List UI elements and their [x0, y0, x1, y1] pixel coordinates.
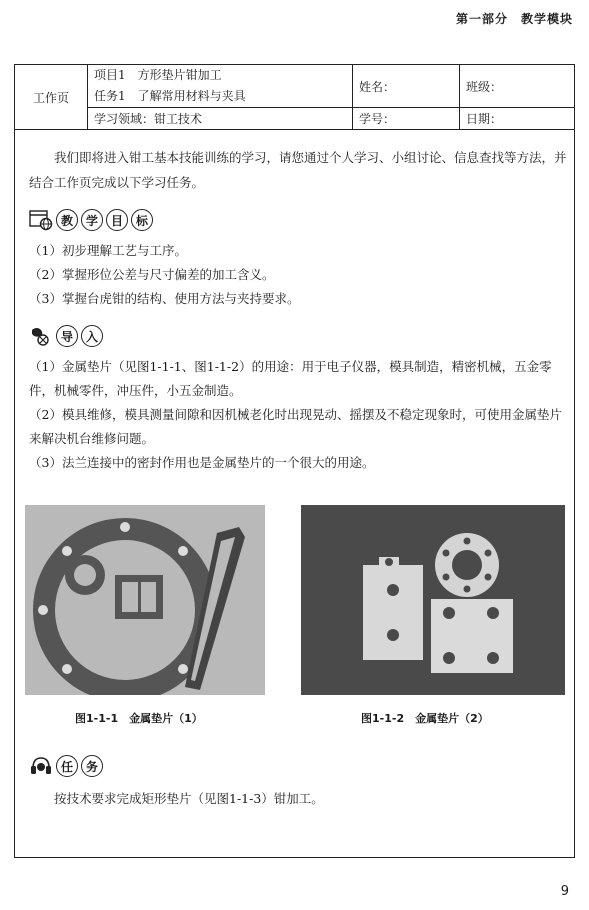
project-title: 项目1 方形垫片钳加工 [94, 68, 222, 82]
date-label: 日期： [460, 108, 575, 130]
task-section [29, 753, 567, 811]
worksheet-frame [14, 64, 575, 858]
heading-char: 目 [106, 209, 128, 231]
figure-caption-2: 图1-1-2 金属垫片（2） [361, 712, 489, 725]
figures-area [25, 505, 565, 745]
student-id-label: 学号： [353, 108, 460, 130]
running-head: 第一部分 教学模块 [455, 12, 573, 26]
introduction-heading [29, 323, 567, 349]
heading-char: 标 [131, 209, 153, 231]
task-heading [29, 753, 567, 779]
guide-figure-icon [29, 325, 53, 347]
headset-icon [29, 755, 53, 777]
task-text: 按技术要求完成矩形垫片（见图1-1-3）钳加工。 [54, 791, 324, 806]
info-table [14, 64, 575, 130]
list-item: （1）初步理解工艺与工序。 [29, 243, 187, 258]
heading-char: 学 [81, 209, 103, 231]
worksheet-content [29, 145, 567, 475]
objectives-list [29, 239, 567, 311]
page-number: 9 [560, 884, 569, 899]
heading-char: 导 [56, 325, 78, 347]
heading-char: 教 [56, 209, 78, 231]
list-item: （2）掌握形位公差与尺寸偏差的加工含义。 [29, 267, 275, 282]
gasket-photo-1 [25, 505, 265, 695]
list-item: （1）金属垫片（见图1-1-1、图1-1-2）的用途：用于电子仪器，模具制造，精密机械，五金零件，机械零件，冲压件，小五金制造。 [29, 359, 552, 398]
heading-char: 任 [56, 755, 78, 777]
worksheet-label: 工作页 [15, 65, 88, 130]
list-item: （3）法兰连接中的密封作用也是金属垫片的一个很大的用途。 [29, 455, 375, 470]
list-item: （2）模具维修，模具测量间隙和因机械老化时出现晃动、摇摆及不稳定现象时，可使用金属垫片来解决机台维修问题。 [29, 407, 562, 446]
heading-char: 务 [81, 755, 103, 777]
class-label: 班级： [460, 65, 575, 108]
gasket-photo-2 [301, 505, 565, 695]
figure-caption-1: 图1-1-1 金属垫片（1） [75, 712, 203, 725]
task-title: 任务1 了解常用材料与夹具 [94, 89, 246, 103]
intro-paragraph: 我们即将进入钳工基本技能训练的学习，请您通过个人学习、小组讨论、信息查找等方法，并结合工作页完成以下学习任务。 [29, 150, 567, 190]
objectives-heading [29, 207, 567, 233]
web-globe-icon [29, 209, 53, 231]
heading-char: 入 [81, 325, 103, 347]
project-task-cell [88, 65, 353, 108]
introduction-list [29, 355, 567, 475]
domain-label: 学习领域：钳工技术 [88, 108, 353, 130]
name-label: 姓名： [353, 65, 460, 108]
list-item: （3）掌握台虎钳的结构、使用方法与夹持要求。 [29, 291, 300, 306]
